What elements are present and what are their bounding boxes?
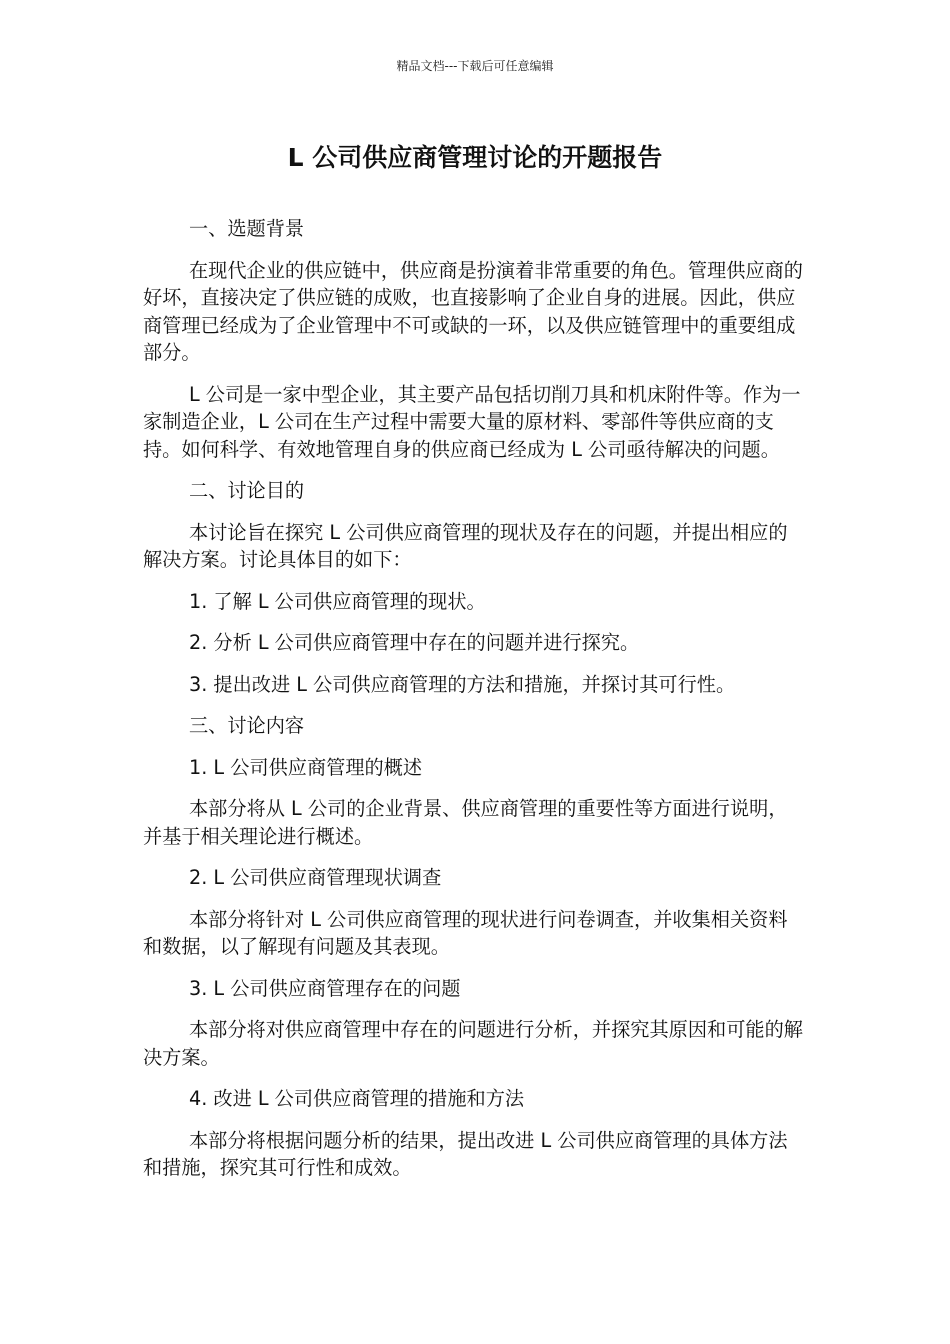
page-header: 精品文档---下载后可任意编辑 — [396, 59, 554, 73]
body-paragraph: 本部分将对供应商管理中存在的问题进行分析，并探究其原因和可能的解决方案。 — [143, 1018, 803, 1069]
list-item: 1. 了解 L 公司供应商管理的现状。 — [189, 589, 486, 613]
subsection-heading: 4. 改进 L 公司供应商管理的措施和方法 — [189, 1087, 525, 1110]
body-paragraph: 本部分将针对 L 公司供应商管理的现状进行问卷调查，并收集相关资料和数据，以了解现有问题及其表现。 — [143, 907, 788, 958]
section-heading: 三、讨论内容 — [189, 714, 305, 737]
document-title: L 公司供应商管理讨论的开题报告 — [287, 143, 663, 172]
subsection-heading: 2. L 公司供应商管理现状调查 — [189, 866, 442, 889]
subsection-heading: 1. L 公司供应商管理的概述 — [189, 755, 423, 779]
body-paragraph: 本部分将从 L 公司的企业背景、供应商管理的重要性等方面进行说明，并基于相关理论进行概述。 — [143, 797, 788, 848]
section-heading: 二、讨论目的 — [189, 479, 305, 502]
body-paragraph: 在现代企业的供应链中，供应商是扮演着非常重要的角色。管理供应商的好坏，直接决定了供应链的成败，也直接影响了企业自身的进展。因此，供应商管理已经成为了企业管理中不可或缺的一环，以及供应链管理中的重要组成部分。 — [143, 258, 803, 364]
list-item: 2. 分析 L 公司供应商管理中存在的问题并进行探究。 — [189, 631, 640, 654]
section-heading: 一、选题背景 — [189, 217, 305, 240]
body-paragraph: 本讨论旨在探究 L 公司供应商管理的现状及存在的问题，并提出相应的解决方案。讨论具体目的如下： — [143, 520, 788, 571]
list-item: 3. 提出改进 L 公司供应商管理的方法和措施，并探讨其可行性。 — [189, 672, 736, 696]
body-paragraph: 本部分将根据问题分析的结果，提出改进 L 公司供应商管理的具体方法和措施，探究其可行性和成效。 — [143, 1128, 788, 1179]
subsection-heading: 3. L 公司供应商管理存在的问题 — [189, 976, 461, 1000]
document-body — [143, 215, 805, 1196]
body-paragraph: L 公司是一家中型企业，其主要产品包括切削刀具和机床附件等。作为一家制造企业，L 公司在生产过程中需要大量的原材料、零部件等供应商的支持。如何科学、有效地管理自身的供应商已经成为 L 公司亟待解决的问题。 — [143, 382, 801, 461]
